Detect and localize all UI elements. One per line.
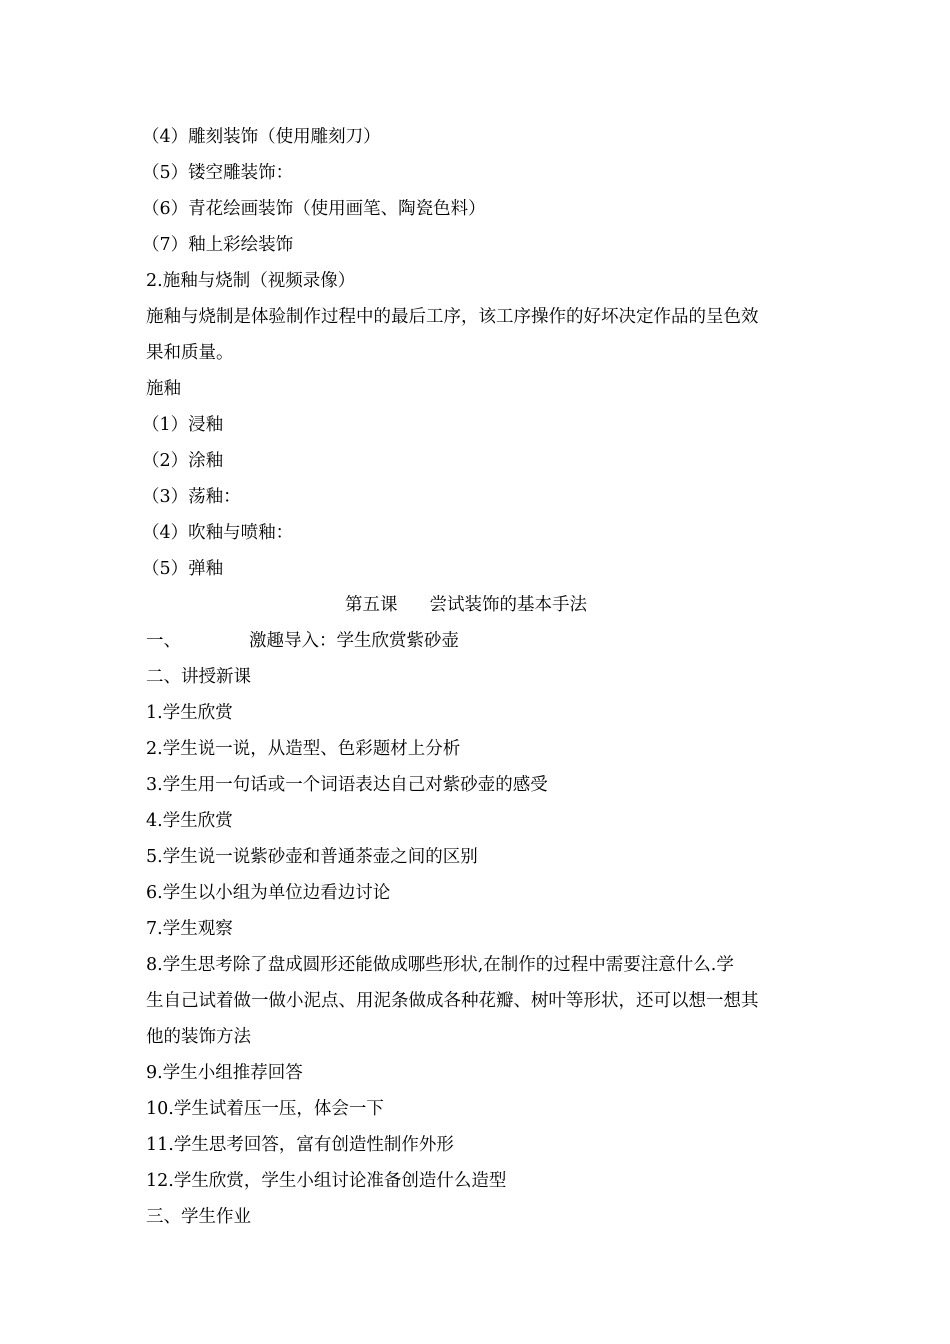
list-item: 12.学生欣赏，学生小组讨论准备创造什么造型 bbox=[146, 1171, 507, 1191]
list-item: 1.学生欣赏 bbox=[146, 703, 233, 723]
list-item: 9.学生小组推荐回答 bbox=[146, 1063, 303, 1083]
lesson-name: 尝试装饰的基本手法 bbox=[429, 595, 587, 615]
glazing-item: （1）浸釉 bbox=[142, 415, 224, 435]
decoration-item-blue-white: （6）青花绘画装饰（使用画笔、陶瓷色料） bbox=[142, 199, 486, 219]
section-heading: 三、学生作业 bbox=[146, 1207, 251, 1227]
glazing-item: （5）弹釉 bbox=[142, 559, 224, 579]
list-item: 4.学生欣赏 bbox=[146, 811, 233, 831]
decoration-item-openwork: （5）镂空雕装饰： bbox=[142, 163, 294, 183]
section-one-marker: 一、 bbox=[146, 631, 181, 651]
list-item: 3.学生用一句话或一个词语表达自己对紫砂壶的感受 bbox=[146, 775, 548, 795]
section-glazing-firing: 2.施釉与烧制（视频录像） bbox=[146, 271, 356, 291]
lesson-number: 第五课 bbox=[345, 595, 398, 615]
glazing-item: （2）涂釉 bbox=[142, 451, 224, 471]
list-item-continuation: 他的装饰方法 bbox=[146, 1027, 251, 1047]
list-item: 5.学生说一说紫砂壶和普通茶壶之间的区别 bbox=[146, 847, 478, 867]
paragraph-line: 果和质量。 bbox=[146, 343, 234, 363]
list-item: 6.学生以小组为单位边看边讨论 bbox=[146, 883, 391, 903]
section-heading: 二、讲授新课 bbox=[146, 667, 251, 687]
decoration-item-overglaze: （7）釉上彩绘装饰 bbox=[142, 235, 294, 255]
lesson-title bbox=[345, 594, 587, 616]
list-item: 2.学生说一说，从造型、色彩题材上分析 bbox=[146, 739, 461, 759]
glazing-item: （4）吹釉与喷釉： bbox=[142, 523, 294, 543]
section-one-text: 激趣导入：学生欣赏紫砂壶 bbox=[249, 631, 459, 651]
list-item: 7.学生观察 bbox=[146, 919, 233, 939]
glazing-item: （3）荡釉： bbox=[142, 487, 241, 507]
subheading-glazing: 施釉 bbox=[146, 379, 181, 399]
paragraph-line: 施釉与烧制是体验制作过程中的最后工序，该工序操作的好坏决定作品的呈色效 bbox=[146, 307, 759, 327]
list-item: 11.学生思考回答，富有创造性制作外形 bbox=[146, 1135, 454, 1155]
decoration-item-carving: （4）雕刻装饰（使用雕刻刀） bbox=[142, 127, 381, 147]
list-item: 10.学生试着压一压，体会一下 bbox=[146, 1099, 384, 1119]
list-item-continuation: 生自己试着做一做小泥点、用泥条做成各种花瓣、树叶等形状，还可以想一想其 bbox=[146, 991, 759, 1011]
list-item: 8.学生思考除了盘成圆形还能做成哪些形状,在制作的过程中需要注意什么.学 bbox=[146, 955, 734, 975]
